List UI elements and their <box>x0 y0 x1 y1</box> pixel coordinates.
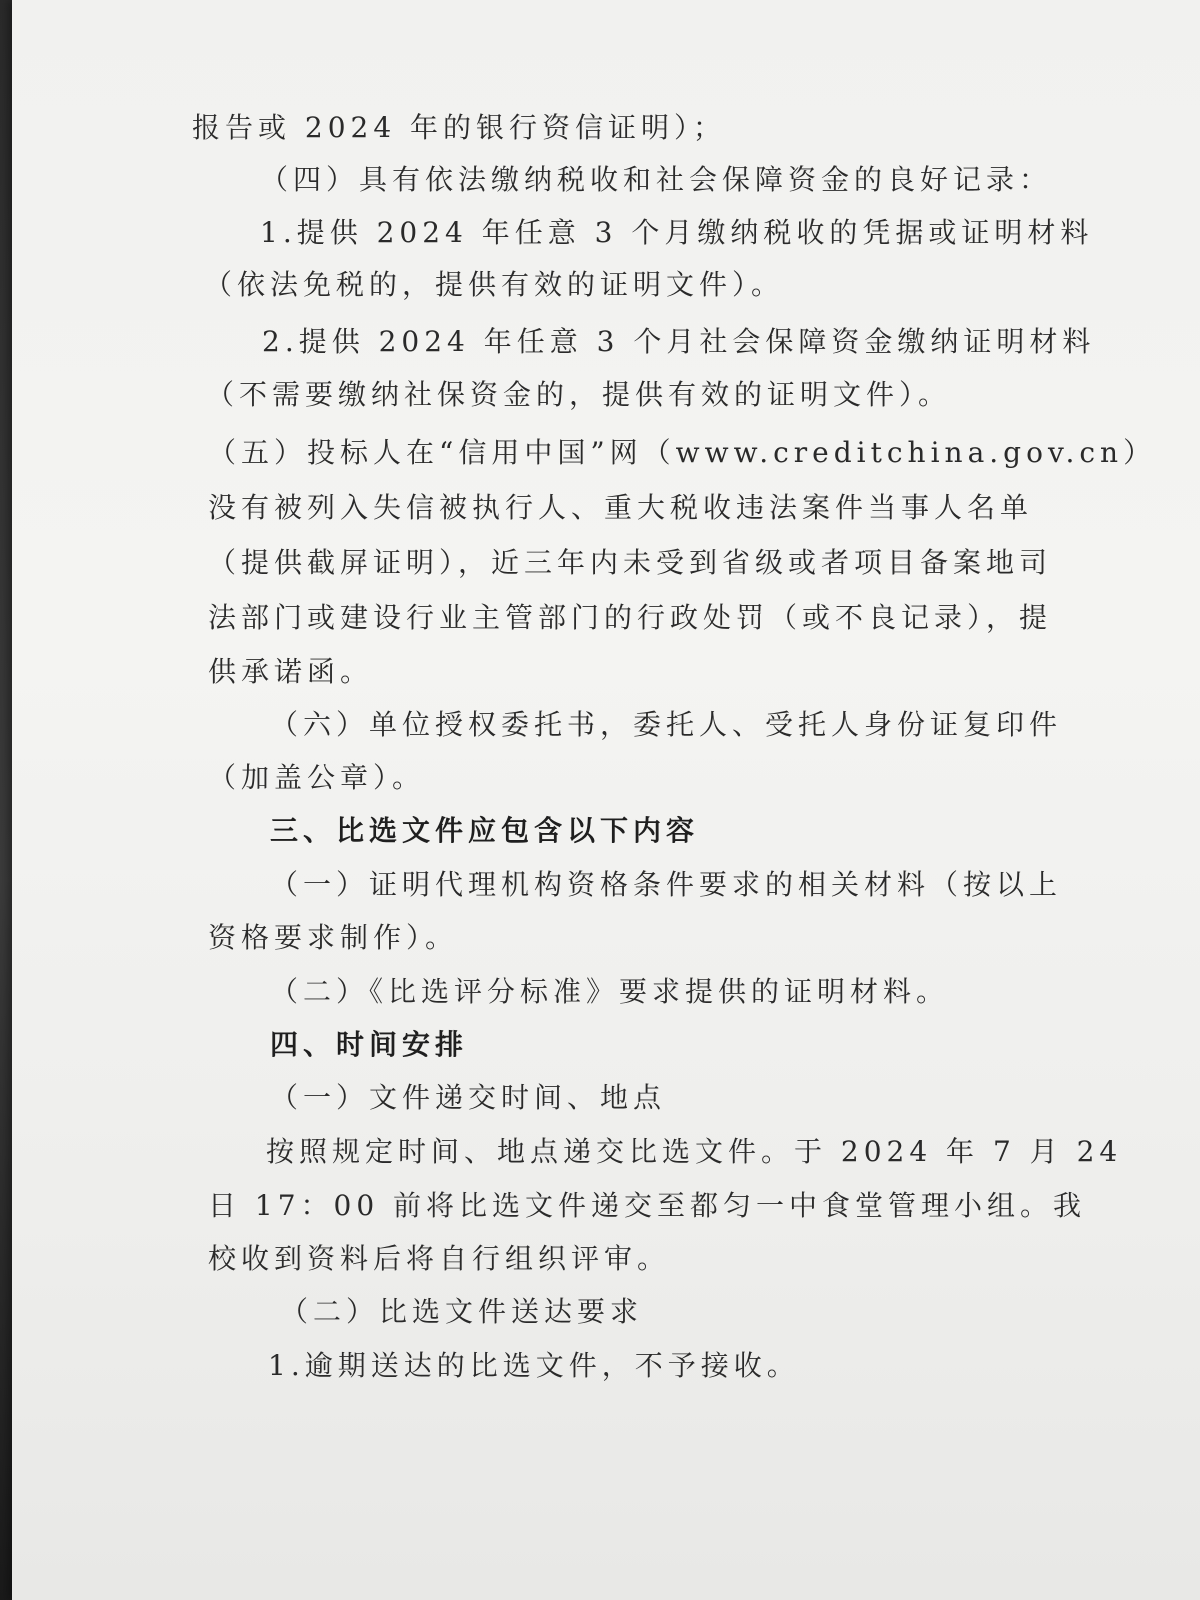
text-line: （六）单位授权委托书，委托人、受托人身份证复印件 <box>270 708 1063 741</box>
text-line: 报告或 2024 年的银行资信证明）； <box>192 111 727 144</box>
document-body <box>12 0 1200 1600</box>
text-line: （五）投标人在“信用中国”网（www.creditchina.gov.cn） <box>208 436 1157 469</box>
text-line: 校收到资料后将自行组织评审。 <box>208 1242 671 1275</box>
text-line: （二）《比选评分标准》要求提供的证明材料。 <box>270 975 950 1008</box>
text-line: 资格要求制作）。 <box>208 921 459 954</box>
text-line: （提供截屏证明），近三年内未受到省级或者项目备案地司 <box>208 546 1053 579</box>
text-line: （一）文件递交时间、地点 <box>270 1081 667 1114</box>
text-line: 没有被列入失信被执行人、重大税收违法案件当事人名单 <box>208 491 1034 524</box>
text-line: 供承诺函。 <box>208 655 374 688</box>
section-heading: 四、时间安排 <box>270 1028 469 1061</box>
text-line: （依法免税的，提供有效的证明文件）。 <box>204 268 785 301</box>
text-line: 法部门或建设行业主管部门的行政处罚（或不良记录），提 <box>208 601 1053 634</box>
text-line: 1.逾期送达的比选文件，不予接收。 <box>268 1349 800 1382</box>
text-line: （二）比选文件送达要求 <box>280 1295 644 1328</box>
text-line: 日 17：00 前将比选文件递交至都匀一中食堂管理小组。我 <box>208 1189 1087 1222</box>
text-line: （加盖公章）。 <box>208 761 426 794</box>
text-line: （一）证明代理机构资格条件要求的相关材料（按以上 <box>270 868 1063 901</box>
text-line: （不需要缴纳社保资金的，提供有效的证明文件）。 <box>206 378 952 411</box>
text-line: 按照规定时间、地点递交比选文件。于 2024 年 7 月 24 <box>266 1135 1123 1168</box>
text-line: 2.提供 2024 年任意 3 个月社会保障资金缴纳证明材料 <box>262 325 1096 358</box>
section-heading: 三、比选文件应包含以下内容 <box>270 814 700 847</box>
text-line: 1.提供 2024 年任意 3 个月缴纳税收的凭据或证明材料 <box>260 216 1094 249</box>
text-line: （四）具有依法缴纳税收和社会保障资金的良好记录： <box>260 163 1053 196</box>
paper-sheet <box>12 0 1200 1600</box>
